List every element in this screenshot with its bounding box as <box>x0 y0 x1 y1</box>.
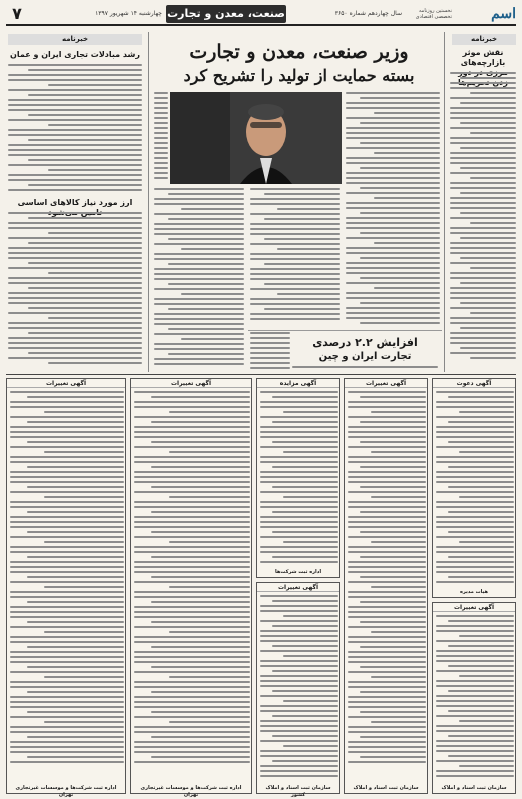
ad-heading: آگهی تغییرات <box>345 379 427 388</box>
main-subheadline: بسته حمایت از تولید را تشریح کرد <box>183 66 415 85</box>
ad-notice <box>256 378 340 578</box>
column-rule <box>148 32 149 372</box>
ad-notice <box>6 378 126 798</box>
ad-heading: آگهی دعوت <box>433 379 515 388</box>
ad-body <box>134 391 250 783</box>
ad-body <box>10 391 124 783</box>
tagline: نخستین روزنامه تخصصی اقتصادی <box>415 8 452 20</box>
issue-number: سال چهاردهم شماره ۳۶۵۰ <box>334 10 402 17</box>
left-body-text <box>8 64 142 194</box>
right-kicker: خبرنامه <box>452 34 516 45</box>
ad-footer: هیات مدیره <box>459 589 489 595</box>
ad-footer: اداره ثبت شرکت‌ها و موسسات غیرتجاری تهران <box>15 785 117 798</box>
right-body-text <box>450 72 516 370</box>
ad-notice <box>256 582 340 798</box>
section-divider <box>6 374 516 375</box>
ad-body <box>436 391 514 587</box>
ad-notice <box>130 378 252 798</box>
left-kicker: خبرنامه <box>8 34 142 45</box>
issue-date: چهارشنبه ۱۴ شهریور ۱۳۹۷ <box>95 10 162 17</box>
ad-heading: آگهی تغییرات <box>7 379 125 388</box>
main-body-col-1 <box>346 92 440 328</box>
ad-heading: آگهی مزایده <box>257 379 339 388</box>
ad-body <box>436 615 514 783</box>
newspaper-logo: اسم <box>491 6 516 22</box>
masthead <box>6 4 516 26</box>
ad-heading: آگهی تغییرات <box>257 583 339 592</box>
left-headline: رشد مبادلات تجاری ایران و عمان <box>10 50 140 59</box>
ad-notice <box>432 602 516 794</box>
ad-heading: آگهی تغییرات <box>131 379 251 388</box>
left-headline-2: ارز مورد نیاز کالاهای اساسی <box>17 198 133 207</box>
ad-heading: آگهی تغییرات <box>433 603 515 612</box>
ad-footer: سازمان ثبت اسناد و املاک <box>353 785 419 791</box>
page-number: ۷ <box>12 4 22 23</box>
ad-footer: اداره ثبت شرکت‌ها <box>274 569 322 575</box>
right-headline: نقش موثر بازارچه‌های <box>460 48 506 67</box>
section-title: صنعت، معدن و تجارت <box>166 5 286 23</box>
ad-body <box>348 391 426 783</box>
left-body-text-2 <box>8 212 142 370</box>
ad-notice <box>432 378 516 598</box>
main-body-col-3 <box>154 188 244 370</box>
ad-footer: سازمان ثبت اسناد و املاک کشور <box>265 785 331 798</box>
ad-body <box>260 595 338 783</box>
portrait-illustration <box>170 92 342 184</box>
main-body-col-2 <box>250 188 340 324</box>
main-body-side <box>154 92 168 184</box>
minister-photo <box>170 92 342 184</box>
ad-footer: سازمان ثبت اسناد و املاک <box>441 785 507 791</box>
ad-body <box>260 391 338 567</box>
secondary-headline: افزایش ۲.۲ درصدی <box>312 336 418 349</box>
ad-footer: اداره ثبت شرکت‌ها و موسسات غیرتجاری تهران <box>140 785 242 798</box>
secondary-body-side <box>250 332 290 372</box>
column-rule <box>444 32 445 372</box>
secondary-subheadline: تجارت ایران و چین <box>318 351 412 362</box>
ad-notice <box>344 378 428 794</box>
secondary-body <box>292 366 438 372</box>
main-headline: وزیر صنعت، معدن و تجارت <box>189 41 409 63</box>
story-divider <box>248 330 442 331</box>
